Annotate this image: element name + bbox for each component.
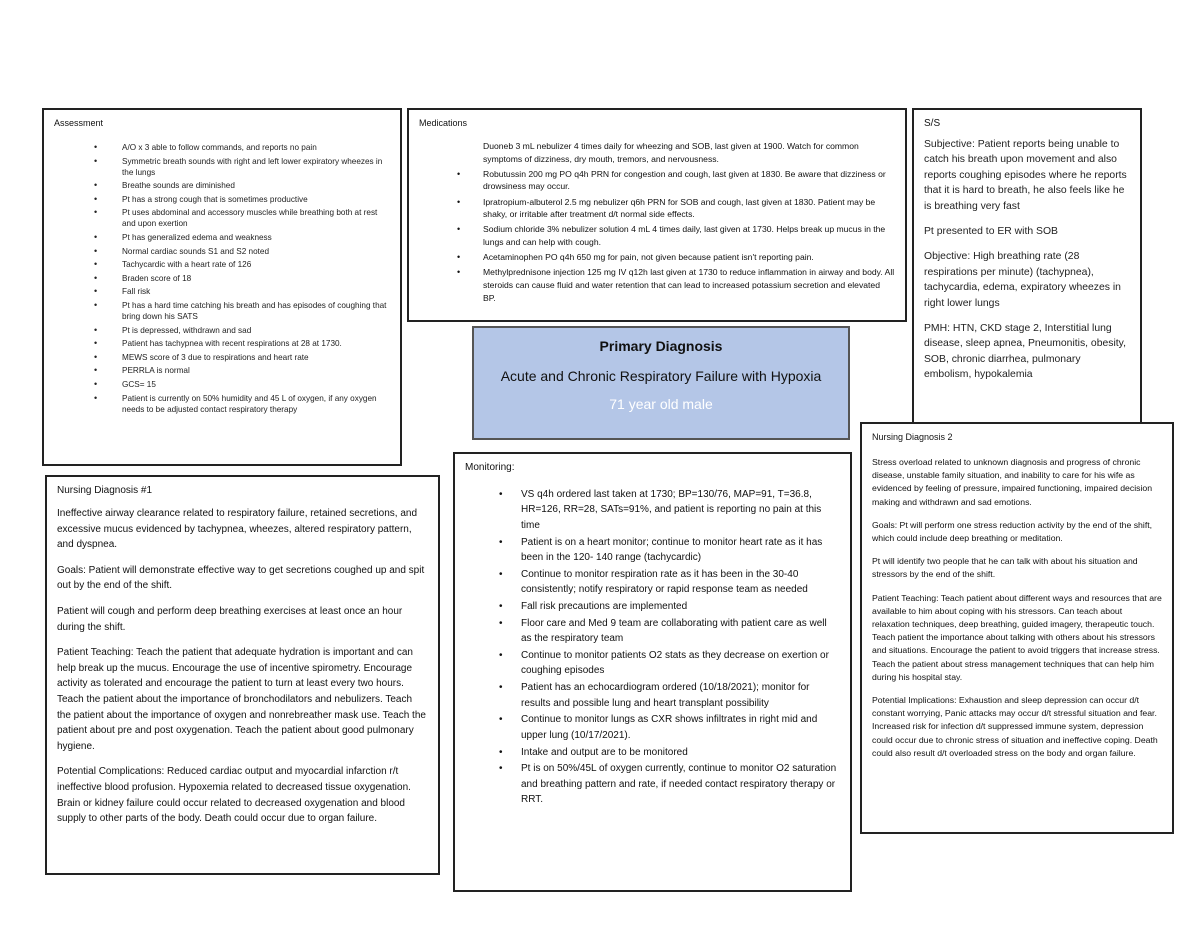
- list-item: • Methylprednisone injection 125 mg IV q12h last given at 1730 to reduce inflammation in airway and body. All steroids can cause fluid and water retention that can lead to increased potassium secretion and elevated BP.: [419, 266, 895, 304]
- list-item: • A/O x 3 able to follow commands, and reports no pain: [54, 142, 390, 153]
- primary-diagnosis-box: [472, 326, 850, 440]
- list-item: • Patient has an echocardiogram ordered (10/18/2021); monitor for results and possible lung and heart transplant possibility: [465, 680, 840, 711]
- primary-diagnosis-text: Acute and Chronic Respiratory Failure with Hypoxia: [500, 368, 822, 384]
- list-item: • Tachycardic with a heart rate of 126: [54, 259, 390, 270]
- medications-box: [407, 108, 907, 322]
- list-item: • Intake and output are to be monitored: [465, 745, 840, 760]
- primary-diagnosis-title: Primary Diagnosis: [599, 338, 723, 354]
- monitoring-list: [465, 487, 840, 808]
- list-item: • Sodium chloride 3% nebulizer solution 4 mL 4 times daily, last given at 1730. Helps break up mucus in the lungs and can help with cough.: [419, 223, 895, 248]
- nd2-diagnosis: Stress overload related to unknown diagnosis and progress of chronic disease, unstable family situation, and inability to care for his wife as evidenced by feeling of pressure, impaired functioning, impaired decision making and withdrawn and sad emotions.: [872, 457, 1153, 507]
- ss-objective: Objective: High breathing rate (28 respirations per minute) (tachypnea), tachycardia, edema, expiratory wheezes in right lower lungs: [924, 251, 1121, 309]
- list-item: • Continue to monitor patients O2 stats as they decrease on exertion or coughing episodes: [465, 648, 840, 679]
- list-item: • Patient is on a heart monitor; continue to monitor heart rate as it has been in the 120- 140 range (tachycardic): [465, 535, 840, 566]
- list-item: • Floor care and Med 9 team are collaborating with patient care as well as the respiratory team: [465, 616, 840, 647]
- ss-title: S/S: [924, 118, 941, 129]
- ss-pmh: PMH: HTN, CKD stage 2, Interstitial lung disease, sleep apnea, Pneumonitis, obesity, SOB, chronic diarrhea, pulmonary embolism, hypokalemia: [924, 323, 1126, 381]
- medications-title: Medications: [419, 118, 468, 128]
- list-item: Duoneb 3 mL nebulizer 4 times daily for wheezing and SOB, last given at 1900. Watch for common symptoms of dizziness, dry mouth, tremors, and nervousness.: [483, 141, 859, 164]
- medications-list: [419, 140, 895, 304]
- monitoring-box: [453, 452, 852, 892]
- list-item: • Pt is depressed, withdrawn and sad: [54, 325, 390, 336]
- list-item: • Continue to monitor respiration rate as it has been in the 30-40 consistently; notify respiratory or rapid response team as needed: [465, 567, 840, 598]
- list-item: • Patient has tachypnea with recent respirations at 28 at 1730.: [54, 338, 390, 349]
- nd1-teaching: Patient Teaching: Teach the patient that adequate hydration is important and can help break up the mucus. Encourage the use of incentive spirometry. Encourage activity as tolerated and encourage the patient to turn at least every two hours. Teach the patient about the importance of bronchodilators and nebulizers. Teach the patient about the importance of oxygen and nonrebreather mask use. Teach the patient about pre and post oxygenation. Teach the patient about good pulmonary hygiene.: [57, 647, 426, 752]
- list-item: • Normal cardiac sounds S1 and S2 noted: [54, 246, 390, 257]
- monitoring-title: Monitoring:: [465, 462, 515, 473]
- nd2-teaching: Patient Teaching: Teach patient about different ways and resources that are available to him about coping with his stressors. Can teach about relaxation techniques, deep breathing, guided imagery, therapeutic touch. Teach patient the importance about talking with others about his stressors and situations. Encourage the patient to avoid triggers that increase stress. Teach the patient about stress management techniques that can help him during his hospital stay.: [872, 592, 1162, 682]
- nd2-goal-2: Pt will identify two people that he can talk with about his situation and stressors by the end of the shift.: [872, 556, 1138, 580]
- signs-symptoms-box: [912, 108, 1142, 424]
- nd1-complications: Potential Complications: Reduced cardiac output and myocardial infarction r/t ineffective blood profusion. Hypoxemia related to decreased tissue oxygenation. Brain or kidney failure could occur related to decreased oxygenation and blood supply to other parts of the body. Death could occur due to organ failure.: [57, 766, 411, 825]
- list-item: • Symmetric breath sounds with right and left lower expiratory wheezes in the lungs: [54, 156, 390, 178]
- nd1-goal-1: Goals: Patient will demonstrate effective way to get secretions coughed up and spit out by the end of the shift.: [57, 564, 425, 592]
- nd1-title: Nursing Diagnosis #1: [57, 485, 153, 496]
- list-item: • Fall risk precautions are implemented: [465, 599, 840, 614]
- list-item: • VS q4h ordered last taken at 1730; BP=130/76, MAP=91, T=36.8, HR=126, RR=28, SATs=91%, and patient is reporting no pain at this time: [465, 487, 840, 533]
- list-item: • Pt uses abdominal and accessory muscles while breathing both at rest and upon exertion: [54, 207, 390, 229]
- nd2-goal-1: Goals: Pt will perform one stress reduction activity by the end of the shift, which could include deep breathing or meditation.: [872, 519, 1153, 544]
- list-item: • GCS= 15: [54, 379, 390, 390]
- list-item: • Acetaminophen PO q4h 650 mg for pain, not given because patient isn't reporting pain.: [419, 251, 895, 264]
- list-item: • MEWS score of 3 due to respirations and heart rate: [54, 352, 390, 363]
- list-item: • Ipratropium-albuterol 2.5 mg nebulizer q6h PRN for SOB and cough, last given at 1830. Patient may be shaky, or irritable after treatment d/t normal side effects.: [419, 196, 895, 221]
- list-item: • Continue to monitor lungs as CXR shows infiltrates in right mid and upper lung (10/17/2021).: [465, 712, 840, 743]
- list-item: • Fall risk: [54, 286, 390, 297]
- list-item: • PERRLA is normal: [54, 365, 390, 376]
- list-item: • Pt is on 50%/45L of oxygen currently, continue to monitor O2 saturation and breathing pattern and rate, if needed contact respiratory therapy or RRT.: [465, 761, 840, 807]
- list-item: • Pt has generalized edema and weakness: [54, 232, 390, 243]
- assessment-list: [54, 142, 390, 415]
- nursing-diagnosis-2-box: [860, 422, 1174, 834]
- nursing-diagnosis-1-box: [45, 475, 440, 875]
- assessment-title: Assessment: [54, 118, 104, 128]
- nd1-diagnosis: Ineffective airway clearance related to respiratory failure, retained secretions, and excessive mucus evidenced by tachypnea, wheezes, altered respiratory pattern, and dyspnea.: [57, 508, 418, 551]
- list-item: • Patient is currently on 50% humidity and 45 L of oxygen, if any oxygen needs to be adjusted contact respiratory therapy: [54, 393, 390, 415]
- list-item: • Pt has a hard time catching his breath and has episodes of coughing that bring down his SATS: [54, 300, 390, 322]
- nd1-goal-2: Patient will cough and perform deep breathing exercises at least once an hour during the shift.: [57, 605, 403, 633]
- list-item: • Pt has a strong cough that is sometimes productive: [54, 194, 390, 205]
- nd2-title: Nursing Diagnosis 2: [872, 432, 953, 442]
- list-item: • Braden score of 18: [54, 273, 390, 284]
- ss-presentation: Pt presented to ER with SOB: [924, 226, 1058, 238]
- ss-subjective: Subjective: Patient reports being unable to catch his breath upon movement and also reports coughing episodes where he reports that it is hard to breath, he also feels like he is breathing very fast: [924, 139, 1127, 212]
- nd2-implications: Potential Implications: Exhaustion and sleep depression can occur d/t constant worrying, Panic attacks may occur d/t stressful situation and fear. Increased risk for infection d/t suppressed immune system, depression could occur due to chronic stress of situation and ineffective coping. Death could also result d/t overloaded stress on the body and organ failure.: [872, 695, 1158, 758]
- list-item: • Breathe sounds are diminished: [54, 180, 390, 191]
- assessment-box: [42, 108, 402, 466]
- list-item: • Robutussin 200 mg PO q4h PRN for congestion and cough, last given at 1830. Be aware that dizziness or drowsiness may occur.: [419, 168, 895, 193]
- patient-age: 71 year old male: [609, 396, 713, 412]
